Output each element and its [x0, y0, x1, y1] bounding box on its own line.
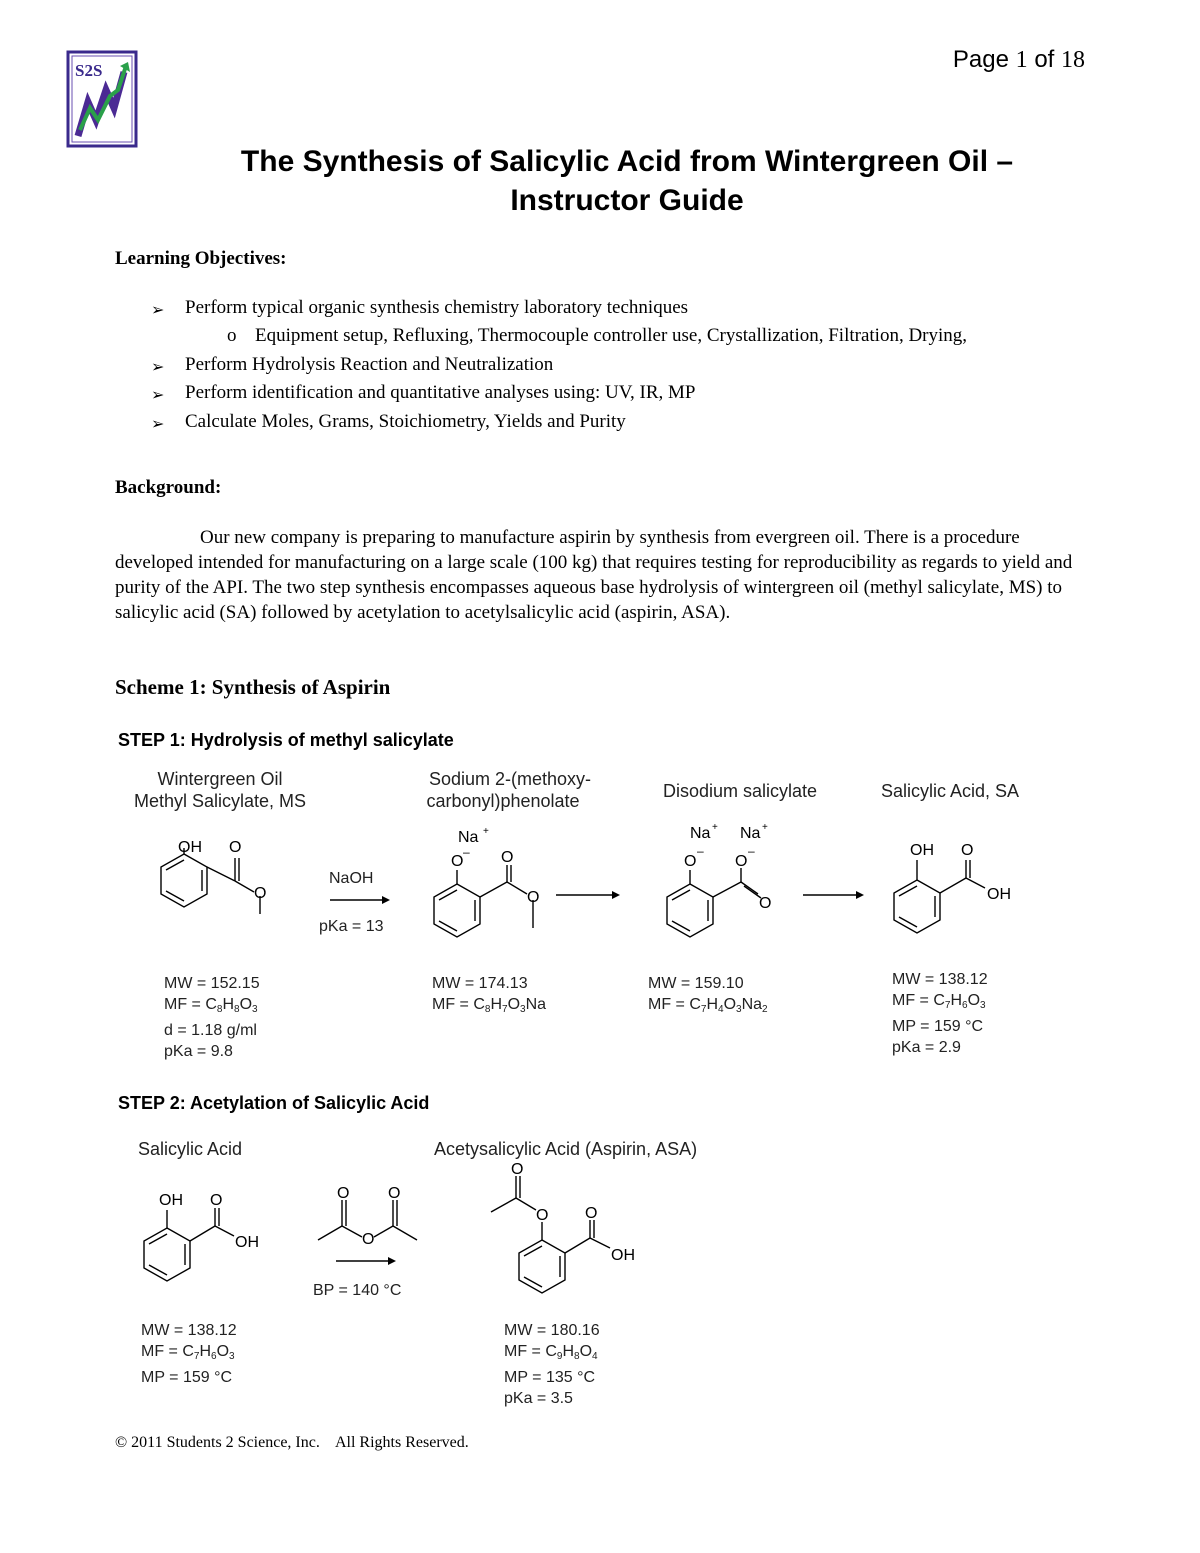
page-number: [953, 46, 1085, 74]
ms-pka: pKa = 9.8: [164, 1043, 233, 1060]
document-title-line1: The Synthesis of Salicylic Acid from Wintergreen Oil –: [240, 145, 1014, 178]
objective-subitem: Equipment setup, Refluxing, Thermocouple controller use, Crystallization, Filtration, Drying,: [255, 325, 968, 346]
step2-heading: STEP 2: Acetylation of Salicylic Acid: [118, 1093, 430, 1113]
atom-label: O: [536, 1207, 549, 1224]
step2-condition: BP = 140 °C: [313, 1282, 402, 1299]
atom-label: +: [483, 826, 489, 837]
int-mf: MF = $C_8H_7O_3Na$: [432, 996, 547, 1015]
dis-mf: MF = $C_7H_4O_3Na_2$: [648, 996, 768, 1015]
page-total: 18: [1061, 47, 1085, 73]
asa-name: Acetysalicylic Acid (Aspirin, ASA): [434, 1139, 698, 1159]
atom-label: –: [463, 845, 470, 859]
atom-label: O: [229, 839, 242, 856]
sub-bullet: o: [227, 325, 237, 346]
arrow-bullet-icon: ➢: [151, 414, 165, 433]
atom-label: O: [362, 1231, 375, 1248]
intermediate-name: [400, 768, 620, 812]
atom-label: O: [961, 842, 974, 859]
atom-label: +: [712, 822, 718, 833]
int-mw: MW = 174.13: [432, 975, 528, 992]
ms-mf-label: MF =: [164, 996, 206, 1013]
atom-label: Na: [690, 825, 711, 842]
atom-label: O: [527, 889, 540, 906]
objective-item: Perform identification and quantitative analyses using: UV, IR, MP: [185, 382, 696, 403]
page-of: of: [1034, 46, 1055, 73]
atom-label: OH: [159, 1192, 183, 1209]
atom-label: OH: [910, 842, 934, 859]
arrow-bullet-icon: ➢: [151, 385, 165, 404]
ms-mw: MW = 152.15: [164, 975, 260, 992]
atom-label: OH: [987, 886, 1011, 903]
atom-label: OH: [178, 839, 202, 856]
atom-label: +: [762, 822, 768, 833]
asa-mw: MW = 180.16: [504, 1322, 600, 1339]
step2-sa-properties: [141, 1320, 237, 1388]
scheme-title: Scheme 1: Synthesis of Aspirin: [115, 675, 391, 699]
objectives-heading: Learning Objectives:: [115, 248, 287, 269]
objective-item: Perform Hydrolysis Reaction and Neutralization: [185, 354, 554, 375]
ms-density: d = 1.18 g/ml: [164, 1022, 257, 1039]
step1-structures: [0, 810, 1100, 950]
sa-pka: pKa = 2.9: [892, 1039, 961, 1056]
int-name-line2: carbonyl)phenolate: [426, 791, 580, 811]
sa-properties: [892, 969, 988, 1058]
atom-label: OH: [235, 1234, 259, 1251]
objective-item: Perform typical organic synthesis chemistry laboratory techniques: [185, 297, 689, 318]
atom-label: O: [759, 895, 772, 912]
sa-name: Salicylic Acid, SA: [880, 781, 1020, 801]
asa-mp: MP = 135 °C: [504, 1369, 596, 1386]
atom-label: Na: [458, 829, 479, 846]
atom-label: O: [388, 1185, 401, 1202]
logo-text: S2S: [75, 61, 103, 80]
atom-label: Na: [740, 825, 761, 842]
atom-label: –: [697, 844, 704, 858]
dis-mw: MW = 159.10: [648, 975, 744, 992]
arrow-bullet-icon: ➢: [151, 300, 165, 319]
ms-properties: [164, 973, 260, 1062]
background-text: Our new company is preparing to manufacture aspirin by synthesis from evergreen oil. There is a procedure developed intended for manufacturing on a large scale (100 kg) that requires testing for reproducibility as regards to yield and purity of the API. The two step synthesis encompasses aqueous base hydrolysis of wintergreen oil (methyl salicylate, MS) to salicylic acid (SA) followed by acetylation to acetylsalicylic acid (aspirin, ASA).: [115, 527, 1073, 623]
atom-label: O: [684, 853, 697, 870]
sa-mw: MW = 138.12: [892, 971, 988, 988]
step2-structures: [0, 1160, 1100, 1310]
copyright-footer: © 2011 Students 2 Science, Inc. All Rights Reserved.: [115, 1434, 469, 1451]
page-current: 1: [1015, 47, 1028, 73]
atom-label: OH: [611, 1247, 635, 1264]
dis-properties: [648, 973, 768, 1020]
company-logo: [66, 50, 140, 150]
asa-properties: [504, 1320, 600, 1409]
atom-label: O: [337, 1185, 350, 1202]
ms-name-line1: Wintergreen Oil: [157, 769, 283, 789]
disodium-name: Disodium salicylate: [662, 781, 818, 801]
int-properties: [432, 973, 546, 1020]
atom-label: O: [735, 853, 748, 870]
step2-sa-name: Salicylic Acid: [138, 1139, 243, 1159]
arrow-bullet-icon: ➢: [151, 357, 165, 376]
atom-label: O: [501, 849, 514, 866]
sa-mf: MF = $C_7H_6O_3$: [892, 992, 986, 1011]
asa-pka: pKa = 3.5: [504, 1390, 573, 1407]
ms-mf: MF = $C_8H_8O_3$: [164, 996, 258, 1015]
reagent-naoh: NaOH: [329, 870, 374, 887]
page-label: Page: [952, 46, 1009, 73]
background-heading: Background:: [115, 477, 222, 498]
int-name-line1: Sodium 2-(methoxy-: [428, 769, 592, 789]
step2-sa-mp: MP = 159 °C: [141, 1369, 233, 1386]
background-paragraph: [115, 525, 1075, 625]
step1-condition: pKa = 13: [319, 918, 384, 935]
step2-sa-mw: MW = 138.12: [141, 1322, 237, 1339]
ms-name-line2: Methyl Salicylate, MS: [133, 791, 307, 811]
atom-label: O: [254, 885, 267, 902]
ms-name: [110, 768, 330, 812]
objective-item: Calculate Moles, Grams, Stoichiometry, Yields and Purity: [185, 411, 626, 432]
atom-label: –: [748, 844, 755, 858]
step2-sa-mf: MF = $C_7H_6O_3$: [141, 1343, 235, 1362]
sa-mp: MP = 159 °C: [892, 1018, 984, 1035]
atom-label: O: [210, 1192, 223, 1209]
document-title-line2: Instructor Guide: [510, 184, 744, 217]
asa-mf: MF = $C_9H_8O_4$: [504, 1343, 598, 1362]
atom-label: O: [451, 853, 464, 870]
step1-heading: STEP 1: Hydrolysis of methyl salicylate: [118, 730, 454, 750]
atom-label: O: [511, 1161, 524, 1178]
atom-label: O: [585, 1205, 598, 1222]
